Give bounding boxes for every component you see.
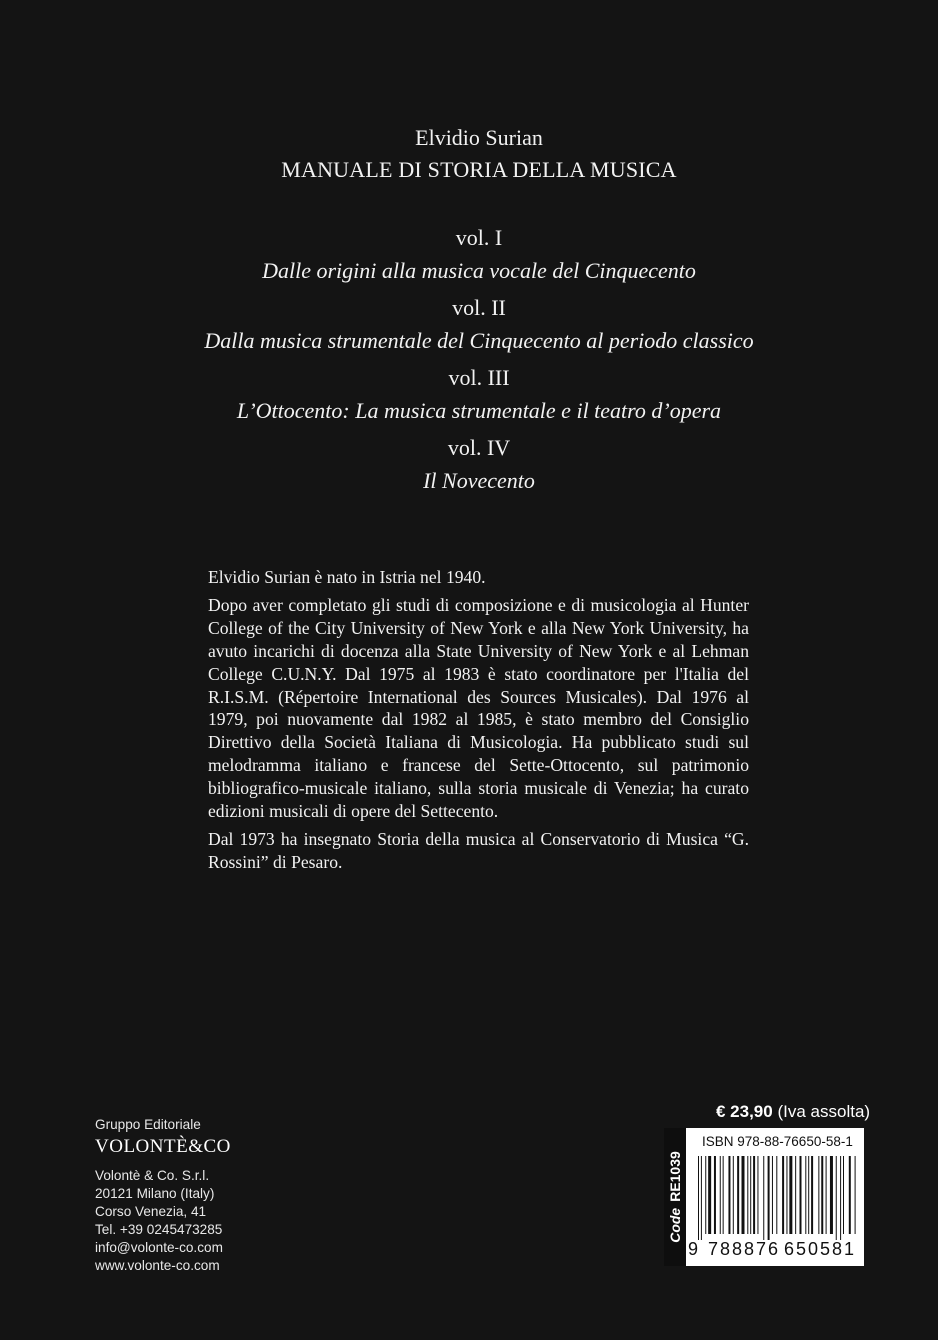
price-note: (Iva assolta)	[777, 1102, 871, 1121]
bio-paragraph-career: Dopo aver completato gli studi di composizione e di musicologia al Hunter College of the City University of New York e alla New York University, ha avuto incarichi di docenza alla State University of New York e al Lehman College C.U.N.Y. Dal 1975 al 1983 è stato coordinatore per l'Italia del R.I.S.M. (Répertoire International des Sources Musicales). Dal 1976 al 1979, poi nuovamente dal 1982 al 1985, è stato membro del Consiglio Direttivo della Società Italiana di Musicologia. Ha pubblicato studi sul melodramma italiano e francese del Sette-Ottocento, sul patrimonio bibliografico-musicale italiano, sulla storia musicale di Venezia; ha curato edizioni musicali di opere del Settecento.	[208, 594, 749, 822]
author-name: Elvidio Surian	[415, 125, 543, 150]
series-title: MANUALE DI STORIA DELLA MUSICA	[281, 157, 677, 182]
product-code-value: RE1039	[667, 1151, 683, 1202]
publisher-info	[95, 1116, 245, 1275]
volume-number: vol. IV	[447, 435, 511, 460]
volume-list	[0, 222, 938, 502]
volume-item	[0, 292, 938, 358]
volume-subtitle: Dalle origini alla musica vocale del Cinquecento	[262, 258, 696, 283]
volume-number: vol. II	[452, 295, 506, 320]
barcode-area	[686, 1128, 864, 1266]
volume-number: vol. I	[455, 225, 503, 250]
publisher-group: Gruppo Editoriale	[95, 1117, 201, 1132]
product-code	[667, 1151, 683, 1243]
volume-subtitle: L’Ottocento: La musica strumentale e il teatro d’opera	[236, 398, 722, 423]
volume-item	[0, 432, 938, 498]
product-code-strip	[664, 1128, 686, 1266]
author-biography	[208, 566, 749, 879]
book-header	[0, 122, 938, 186]
volume-number: vol. III	[448, 365, 510, 390]
volume-subtitle: Il Novecento	[423, 468, 535, 493]
barcode-icon	[696, 1156, 856, 1240]
barcode-digit-first: 9	[688, 1239, 699, 1259]
barcode-digits-left: 788876	[708, 1239, 781, 1259]
price-label	[716, 1102, 870, 1122]
product-code-label: Code	[667, 1207, 683, 1243]
publisher-email: info@volonte-co.com	[95, 1240, 223, 1255]
volume-item	[0, 362, 938, 428]
publisher-company: Volontè & Co. S.r.l.	[95, 1168, 210, 1183]
volume-item	[0, 222, 938, 288]
barcode-panel	[664, 1128, 864, 1266]
price-amount: € 23,90	[716, 1102, 773, 1121]
publisher-phone: Tel. +39 0245473285	[95, 1222, 223, 1237]
bio-paragraph-teaching: Dal 1973 ha insegnato Storia della musica al Conservatorio di Musica “G. Rossini” di Pesaro.	[208, 828, 749, 872]
isbn-number: ISBN 978-88-76650-58-1	[702, 1134, 853, 1149]
publisher-logo: VOLONTÈ&CO	[95, 1136, 231, 1157]
publisher-website: www.volonte-co.com	[95, 1258, 220, 1273]
barcode-digits-right: 650581	[784, 1239, 857, 1259]
bio-paragraph-birth: Elvidio Surian è nato in Istria nel 1940.	[208, 567, 486, 587]
publisher-city: 20121 Milano (Italy)	[95, 1186, 215, 1201]
publisher-street: Corso Venezia, 41	[95, 1204, 207, 1219]
volume-subtitle: Dalla musica strumentale del Cinquecento al periodo classico	[204, 328, 754, 353]
